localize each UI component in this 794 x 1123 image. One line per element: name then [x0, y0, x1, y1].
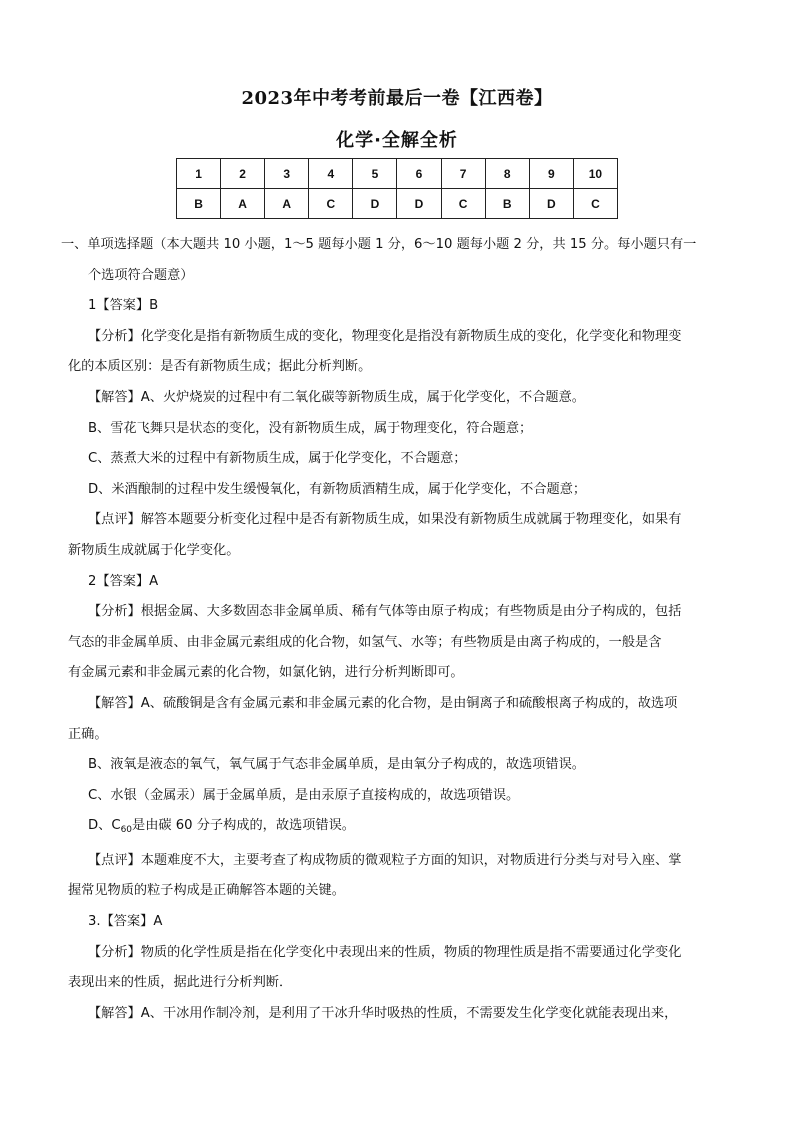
q1-solution: 【解答】A、火炉烧炭的过程中有二氧化碳等新物质生成，属于化学变化，不合题意。	[88, 389, 585, 405]
answer-table-number-row	[177, 159, 618, 189]
q1-analysis: 化的本质区别：是否有新物质生成；据此分析判断。	[68, 359, 372, 375]
q2-solution-d	[68, 811, 728, 846]
question-number-cell: 6	[397, 159, 441, 189]
q1-solution: C、蒸煮大米的过程中有新物质生成，属于化学变化，不合题意；	[88, 451, 467, 467]
solutions-body	[61, 230, 728, 1029]
q2-analysis: 【分析】根据金属、大多数固态非金属单质、稀有气体等由原子构成；有些物质是由分子构成的，包括	[88, 604, 682, 620]
answer-cell: D	[353, 189, 397, 219]
q3-analysis: 【分析】物质的化学性质是指在化学变化中表现出来的性质，物质的物理性质是指不需要通过化学变化	[88, 944, 682, 960]
q3-solution: 【解答】A、干冰用作制冷剂，是利用了干冰升华时吸热的性质，不需要发生化学变化就能表现出来，	[88, 1005, 678, 1021]
q2-solution: C、水银（金属汞）属于金属单质，是由汞原子直接构成的，故选项错误。	[88, 787, 520, 803]
c60-subscript: 60	[120, 825, 133, 836]
section-heading-line: 一、单项选择题（本大题共 10 小题，1～5 题每小题 1 分，6～10 题每小题 2 分，共 15 分。每小题只有一	[61, 237, 697, 252]
answer-table-answer-row	[177, 189, 618, 219]
question-number-cell: 4	[309, 159, 353, 189]
answer-cell: A	[265, 189, 309, 219]
q2-answer: 2【答案】A	[88, 573, 159, 589]
page-subtitle: 化学·全解全析	[336, 130, 458, 151]
q2-solution: 正确。	[68, 726, 108, 742]
question-number-cell: 10	[573, 159, 617, 189]
question-number-cell: 3	[265, 159, 309, 189]
answer-cell: B	[485, 189, 529, 219]
answer-cell: D	[529, 189, 573, 219]
q2-solution-d-suffix: 是由碳 60 分子构成的，故选项错误。	[132, 818, 355, 834]
q3-answer: 3.【答案】A	[88, 914, 163, 930]
section-heading-line: 个选项符合题意）	[88, 267, 194, 283]
q2-comment: 【点评】本题难度不大，主要考查了构成物质的微观粒子方面的知识，对物质进行分类与对号入座、掌	[88, 852, 682, 868]
q1-solution: B、雪花飞舞只是状态的变化，没有新物质生成，属于物理变化，符合题意；	[88, 420, 533, 436]
answer-key-table	[176, 158, 618, 219]
q3-analysis: 表现出来的性质，据此进行分析判断．	[68, 975, 293, 991]
question-number-cell: 9	[529, 159, 573, 189]
page-title: 2023年中考考前最后一卷【江西卷】	[241, 88, 553, 109]
q2-comment: 握常见物质的粒子构成是正确解答本题的关键。	[68, 883, 345, 899]
question-number-cell: 2	[221, 159, 265, 189]
q2-solution: 【解答】A、硫酸铜是含有金属元素和非金属元素的化合物，是由铜离子和硫酸根离子构成的，故选项	[88, 695, 678, 711]
q2-analysis: 气态的非金属单质、由非金属元素组成的化合物，如氢气、水等；有些物质是由离子构成的，一般是含	[68, 634, 662, 650]
q1-comment: 新物质生成就属于化学变化。	[68, 542, 240, 558]
answer-cell: C	[573, 189, 617, 219]
q1-solution: D、米酒酿制的过程中发生缓慢氧化，有新物质酒精生成，属于化学变化，不合题意；	[88, 481, 587, 497]
question-number-cell: 7	[441, 159, 485, 189]
answer-cell: D	[397, 189, 441, 219]
question-number-cell: 5	[353, 159, 397, 189]
q2-solution: B、液氧是液态的氧气，氧气属于气态非金属单质，是由氧分子构成的，故选项错误。	[88, 757, 585, 773]
question-number-cell: 8	[485, 159, 529, 189]
q1-answer: 1【答案】B	[88, 298, 159, 314]
question-number-cell: 1	[177, 159, 221, 189]
q1-comment: 【点评】解答本题要分析变化过程中是否有新物质生成，如果没有新物质生成就属于物理变化，如果有	[88, 512, 682, 528]
answer-cell: C	[309, 189, 353, 219]
q2-solution-d-prefix: D、C	[88, 818, 121, 834]
answer-cell: C	[441, 189, 485, 219]
q1-analysis: 【分析】化学变化是指有新物质生成的变化，物理变化是指没有新物质生成的变化，化学变化和物理变	[88, 328, 682, 344]
q2-analysis: 有金属元素和非金属元素的化合物，如氯化钠，进行分析判断即可。	[68, 665, 464, 681]
answer-cell: A	[221, 189, 265, 219]
answer-cell: B	[177, 189, 221, 219]
